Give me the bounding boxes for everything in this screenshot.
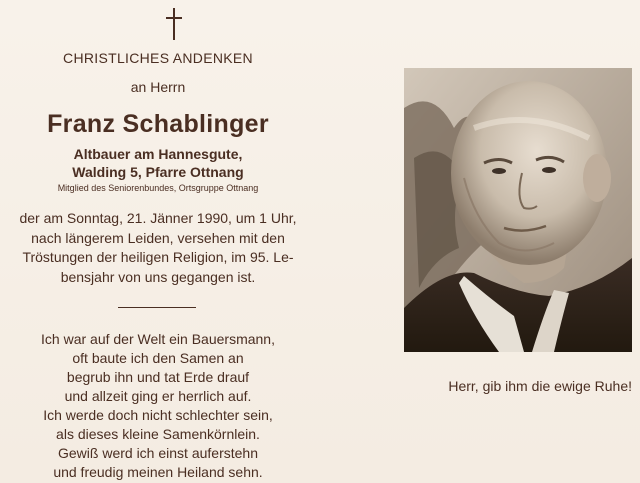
- salutation: an Herrn: [130, 79, 186, 95]
- poem-line: und freudig meinen Heiland sehn.: [53, 464, 263, 480]
- title-line-2: Walding 5, Pfarre Ottnang: [72, 164, 244, 180]
- death-notice-line: der am Sonntag, 21. Jänner 1990, um 1 Uhr,: [19, 210, 297, 226]
- portrait-photo: [404, 68, 632, 352]
- divider: [118, 307, 196, 308]
- card-heading: CHRISTLICHES ANDENKEN: [63, 50, 253, 66]
- death-notice-line: nach längerem Leiden, versehen mit den: [31, 229, 285, 246]
- poem: [18, 330, 298, 482]
- prayer-line: Herr, gib ihm die ewige Ruhe!: [448, 378, 632, 394]
- poem-line: und allzeit ging er herrlich auf.: [64, 388, 252, 404]
- title-line-1: Altbauer am Hannesgute,: [73, 146, 243, 162]
- poem-line: Ich werde doch nicht schlechter sein,: [43, 407, 273, 423]
- membership-line: Mitglied des Seniorenbundes, Ortsgruppe Ottnang: [57, 183, 259, 193]
- death-notice-line: Tröstungen der heiligen Religion, im 95. Le-: [22, 249, 294, 265]
- death-notice-line: bensjahr von uns gegangen ist.: [60, 268, 256, 285]
- poem-line: oft baute ich den Samen an: [72, 350, 244, 366]
- poem-line: begrub ihn und tat Erde drauf: [66, 369, 250, 385]
- cross-icon: [164, 8, 184, 40]
- poem-line: Ich war auf der Welt ein Bauersmann,: [41, 331, 275, 347]
- poem-line: als dieses kleine Samenkörnlein.: [56, 426, 260, 442]
- poem-line: Gewiß werd ich einst auferstehn: [58, 445, 258, 461]
- deceased-name: Franz Schablinger: [47, 110, 269, 138]
- death-notice: [18, 209, 298, 287]
